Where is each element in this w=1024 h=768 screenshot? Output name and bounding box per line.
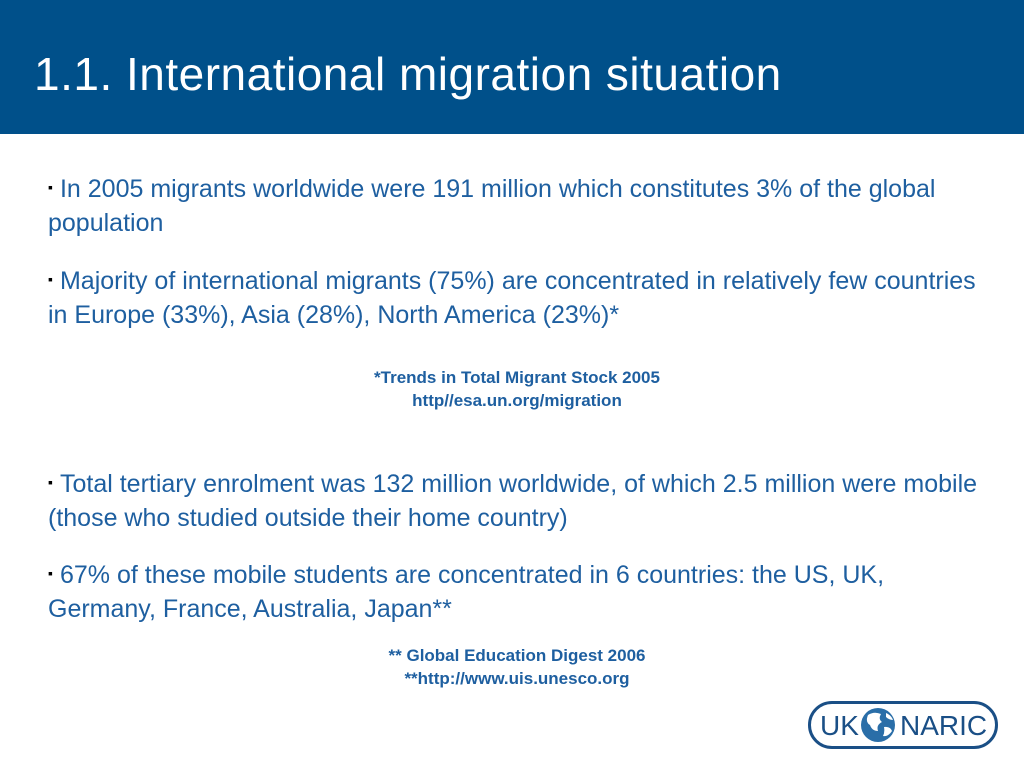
bullet-point [48, 556, 993, 626]
uk-naric-logo [808, 701, 998, 749]
globe-icon [861, 708, 895, 742]
logo-naric-text: NARIC [900, 710, 988, 741]
bullet-text: In 2005 migrants worldwide were 191 million which constitutes 3% of the global population [48, 175, 936, 237]
bullet-point [48, 170, 993, 240]
bullet-text: Total tertiary enrolment was 132 million worldwide, of which 2.5 million were mobile (those who studied outside their home country) [48, 470, 978, 532]
bullet-point [48, 262, 993, 332]
title-bar [0, 0, 1024, 134]
source-title: *Trends in Total Migrant Stock 2005 [374, 368, 660, 387]
bullet-text: 67% of these mobile students are concentrated in 6 countries: the US, UK, Germany, France, Australia, Japan** [48, 561, 885, 623]
bullet-marker-icon: ▪ [48, 565, 53, 581]
source-citation [5, 366, 1024, 412]
bullet-point [48, 465, 993, 535]
source-url: **http://www.uis.unesco.org [404, 669, 630, 688]
bullet-marker-icon: ▪ [48, 271, 53, 287]
source-url: http//esa.un.org/migration [412, 391, 622, 410]
bullet-marker-icon: ▪ [48, 474, 53, 490]
bullet-marker-icon: ▪ [48, 179, 53, 195]
slide-title: 1.1. International migration situation [34, 48, 782, 100]
source-title: ** Global Education Digest 2006 [388, 646, 646, 665]
bullet-text: Majority of international migrants (75%) are concentrated in relatively few countries in Europe (33%), Asia (28%), North America (23%)* [48, 267, 976, 329]
logo-uk-text: UK [820, 710, 859, 741]
source-citation [5, 644, 1024, 690]
